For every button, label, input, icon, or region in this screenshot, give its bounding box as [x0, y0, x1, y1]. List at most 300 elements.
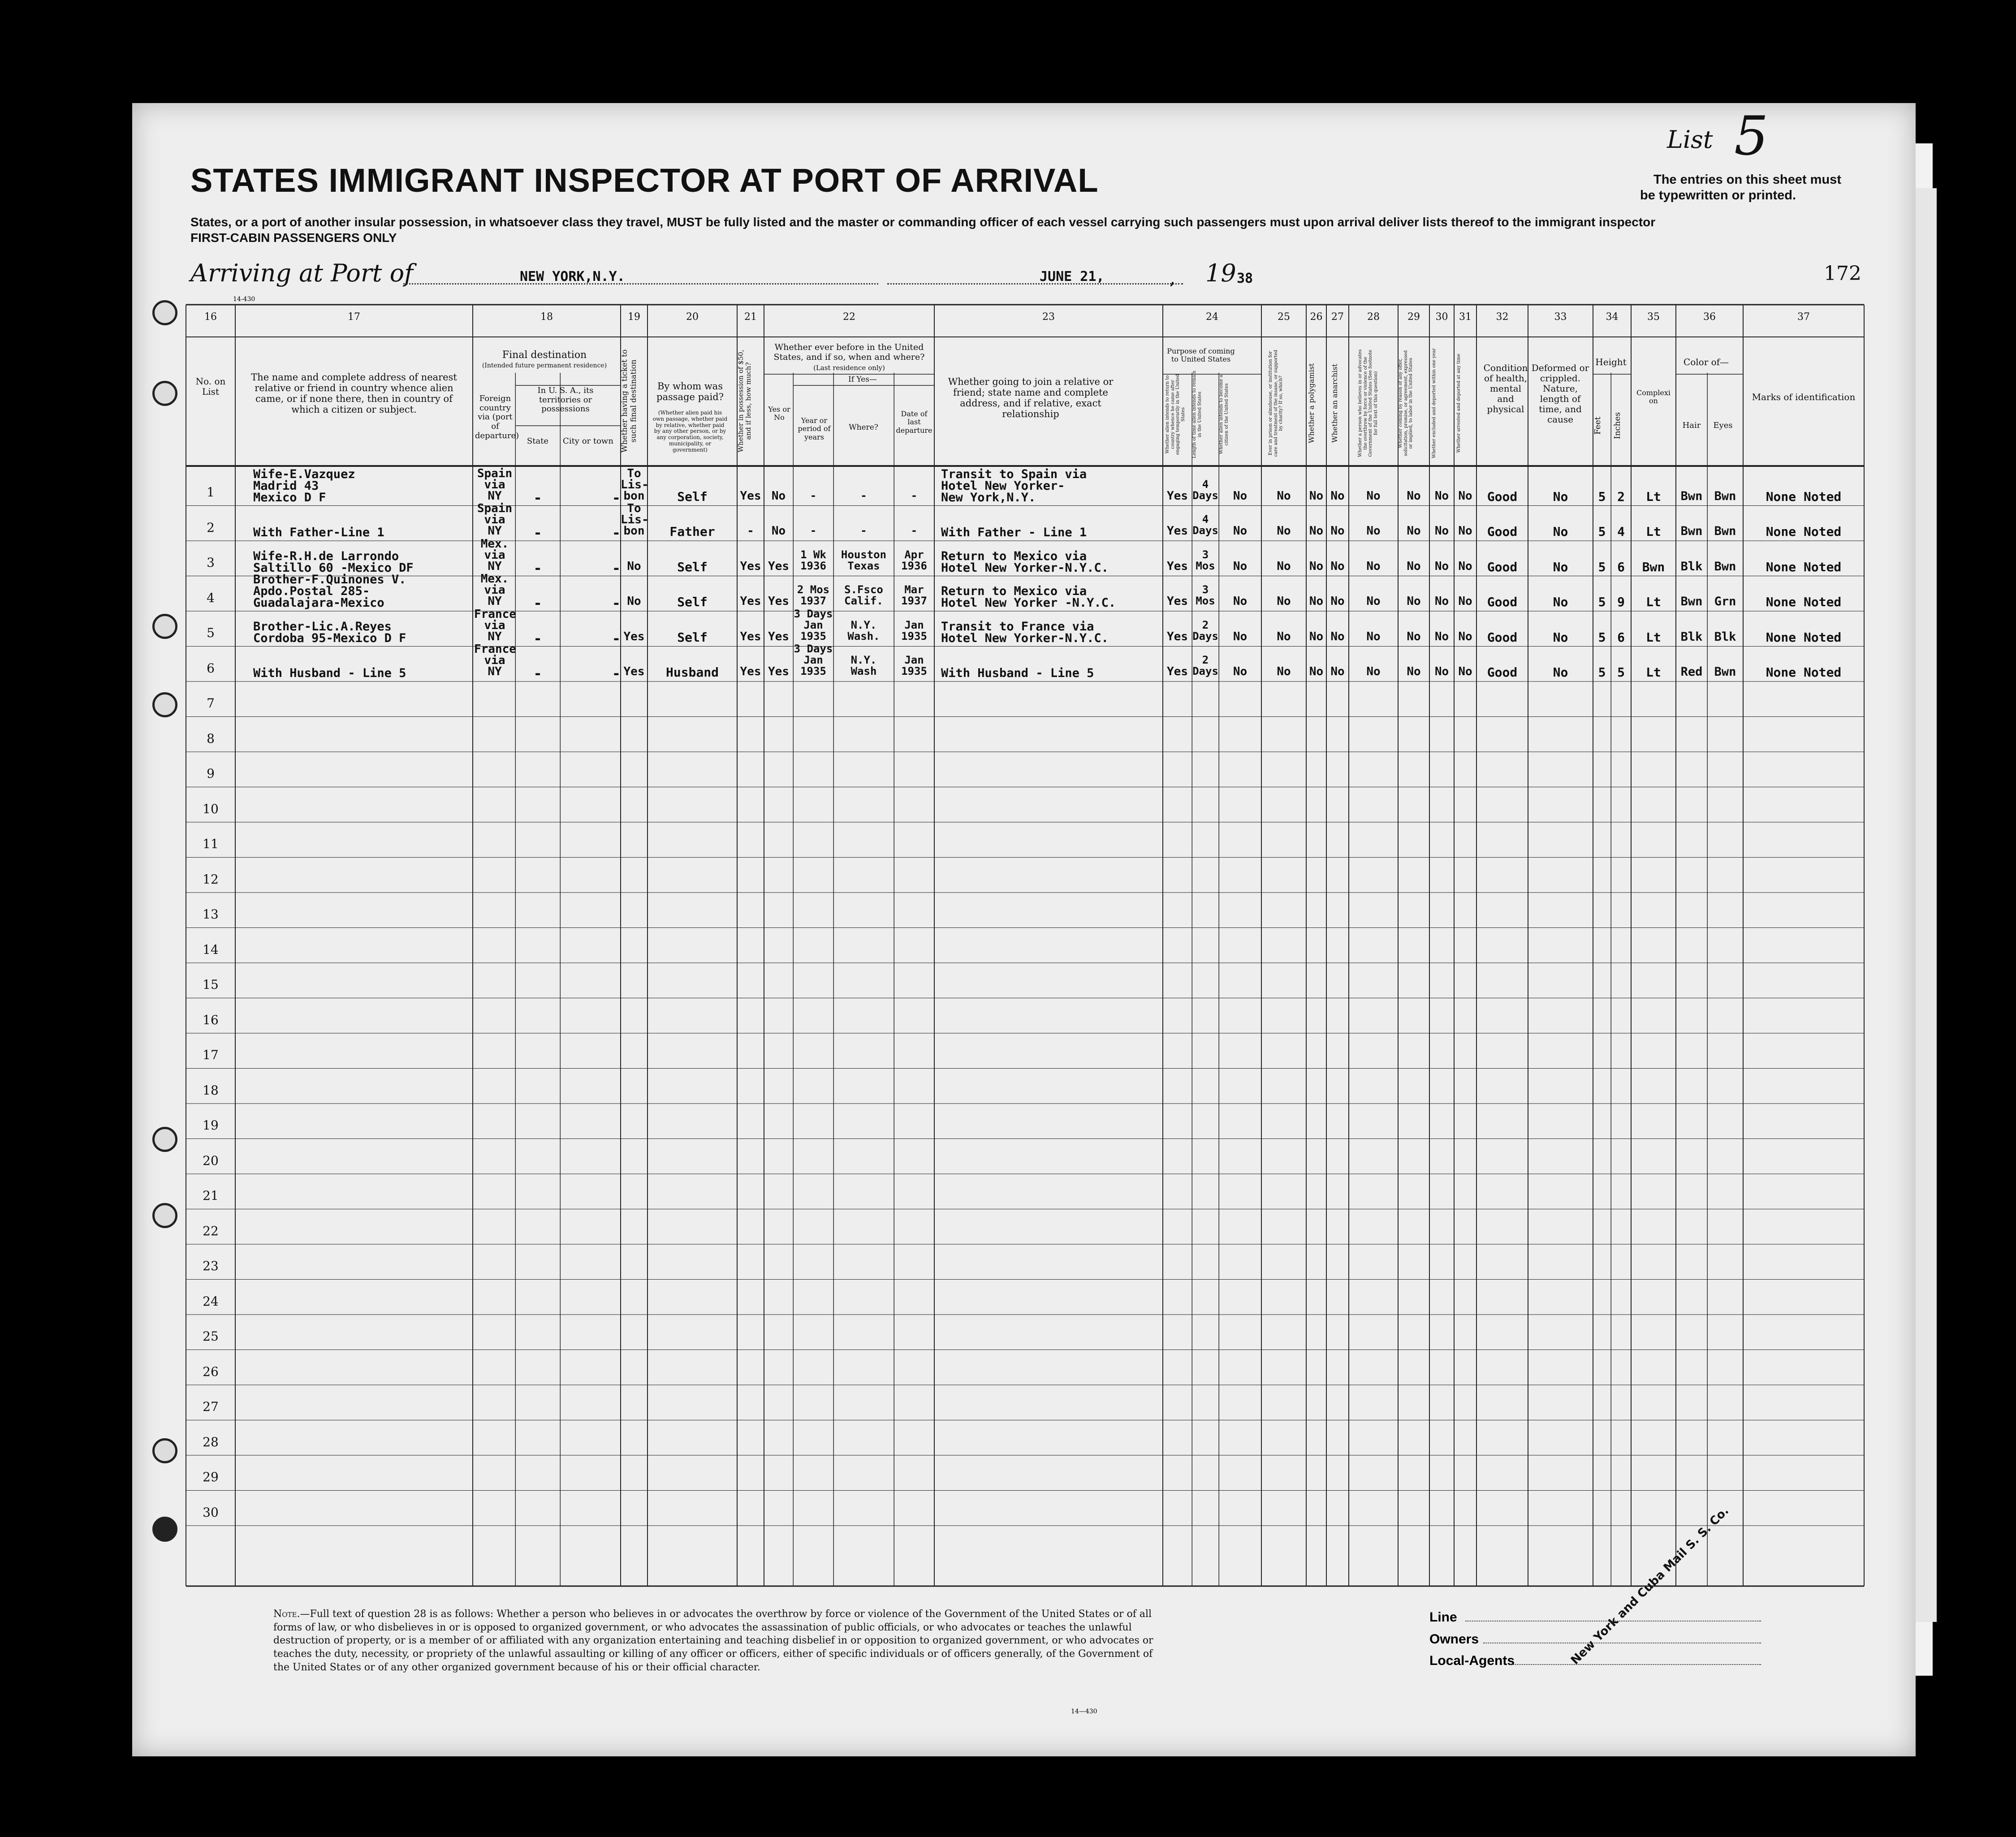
row-number: 8	[207, 731, 215, 746]
row-number: 21	[203, 1188, 219, 1203]
footnote-label: Note.	[273, 1608, 300, 1620]
header-health: Condition of health, mental and physical	[1483, 362, 1528, 414]
foreign-country: via	[484, 618, 505, 632]
destination-city: -	[612, 524, 621, 541]
join-relative: Hotel New Yorker -N.Y.C.	[941, 596, 1116, 610]
header-ever-before-sub: (Last residence only)	[813, 364, 885, 372]
deformed: No	[1553, 630, 1568, 645]
polygamist: No	[1309, 595, 1324, 608]
question-29: No	[1407, 595, 1421, 608]
hair-color: Red	[1680, 665, 1703, 679]
prison-almshouse: No	[1277, 559, 1291, 573]
ever-before: No	[771, 524, 786, 538]
deformed: No	[1553, 595, 1568, 609]
header-state: State	[527, 436, 549, 446]
nearest-relative: Wife-R.H.de Larrondo	[253, 549, 399, 563]
question-29: No	[1407, 665, 1421, 678]
line-label: Line	[1429, 1610, 1457, 1625]
foreign-country: Mex.	[480, 537, 509, 551]
polygamist: No	[1309, 559, 1324, 573]
question-29: No	[1407, 489, 1421, 503]
join-relative: Hotel New Yorker-N.Y.C.	[941, 561, 1109, 575]
row-number: 10	[203, 801, 219, 816]
prison-almshouse: No	[1277, 524, 1291, 538]
before-year: 2 Mos	[797, 583, 830, 596]
row-number: 28	[203, 1434, 219, 1449]
passage-paid-by: Husband	[665, 665, 719, 680]
column-number: 30	[1435, 311, 1448, 323]
column-number: 23	[1042, 311, 1055, 323]
company-stamp: New York and Cuba Mail S. S. Co.	[1568, 1504, 1732, 1668]
purpose-citizen: No	[1233, 489, 1248, 503]
year-suffix: 38	[1237, 271, 1253, 286]
ticket: No	[627, 595, 641, 608]
health-condition: Good	[1487, 524, 1518, 539]
nearest-relative: Madrid 43	[253, 479, 319, 493]
nearest-relative: Brother-F.Quinones V.	[253, 573, 406, 586]
hair-color: Bwn	[1680, 595, 1703, 608]
header-polygamist: Whether a polygamist	[1307, 363, 1316, 444]
arrested-deported: No	[1458, 489, 1472, 503]
row-number: 18	[203, 1082, 219, 1098]
passage-paid-by: Self	[677, 489, 708, 504]
before-year: Jan	[803, 654, 823, 666]
possession-50: Yes	[740, 595, 761, 608]
eye-color: Bwn	[1714, 665, 1736, 679]
row-number: 24	[203, 1294, 219, 1309]
passage-paid-by: Self	[677, 630, 708, 645]
height-feet: 5	[1598, 524, 1606, 539]
before-year: -	[810, 489, 817, 502]
destination-city: -	[612, 630, 621, 647]
polygamist: No	[1309, 630, 1324, 643]
excluded-deported: No	[1434, 524, 1449, 538]
row-number: 16	[203, 1012, 219, 1027]
before-year: 1936	[800, 559, 826, 572]
foreign-country: via	[484, 548, 505, 562]
before-where: Texas	[847, 559, 880, 572]
foreign-country: NY	[488, 559, 502, 573]
question-29: No	[1407, 559, 1421, 573]
purpose-return: Yes	[1167, 524, 1188, 538]
last-departure: 1935	[901, 630, 927, 643]
purpose-length: 2	[1202, 654, 1209, 666]
purpose-return: Yes	[1167, 595, 1188, 608]
last-departure: 1935	[901, 665, 927, 677]
before-year: 1935	[800, 630, 826, 643]
anarchist: No	[1330, 630, 1345, 643]
row-number: 20	[203, 1153, 219, 1168]
header-date-departure: Date of last departure	[896, 410, 932, 435]
eye-color: Bwn	[1714, 524, 1736, 538]
foreign-country: Spain	[477, 466, 513, 480]
header-year-period: Year or period of years	[798, 416, 831, 441]
row-number: 11	[203, 837, 219, 851]
header-hair: Hair	[1682, 421, 1701, 430]
deformed: No	[1553, 559, 1568, 574]
join-relative: Return to Mexico via	[941, 584, 1087, 598]
column-number: 27	[1331, 311, 1344, 323]
ever-before: No	[771, 489, 786, 503]
header-eyes: Eyes	[1713, 421, 1733, 430]
before-where: Wash	[850, 665, 877, 677]
purpose-length: 2	[1202, 618, 1209, 631]
complexion: Lt	[1646, 665, 1661, 680]
foreign-country: via	[484, 513, 505, 526]
row-number: 5	[207, 625, 215, 640]
row-number: 17	[203, 1048, 219, 1062]
excluded-deported: No	[1434, 595, 1449, 608]
intro-text: States, or a port of another insular possession, in whatsoever class they travel, MUST be fully listed and the master or commanding officer of each vessel carrying such passengers must upon arrival deliver lists thereof to the immigrant inspector	[190, 215, 1656, 229]
row-number: 9	[207, 766, 215, 781]
possession-50: Yes	[740, 489, 761, 503]
column-number: 16	[204, 311, 217, 323]
last-departure: Jan	[904, 618, 924, 631]
anarchist: No	[1330, 665, 1345, 678]
before-year: 1935	[800, 665, 826, 677]
foreign-country: via	[484, 478, 505, 492]
anarchist: No	[1330, 595, 1345, 608]
header-24c: Whether alien intends to become a citizen of the United States	[1219, 375, 1229, 454]
ever-before: Yes	[768, 559, 789, 573]
purpose-return: Yes	[1167, 559, 1188, 573]
health-condition: Good	[1487, 595, 1518, 609]
list-label: List	[1667, 125, 1713, 154]
height-feet: 5	[1598, 595, 1606, 609]
purpose-length: 4	[1202, 478, 1209, 491]
join-relative: New York,N.Y.	[941, 490, 1036, 505]
height-inches: 6	[1617, 630, 1625, 645]
nearest-relative: With Father-Line 1	[253, 526, 384, 539]
header-q29: Whether coming by reason of any offer, solicitation, promise, or agreement, expressed or implied, to labor in the United States	[1398, 350, 1413, 457]
eye-color: Grn	[1714, 595, 1736, 608]
row-number: 12	[203, 871, 219, 887]
header-prison: Ever in prison or almshouse, or institution for care and treatment of the insane, or supported by charity? If so, which?	[1268, 349, 1283, 457]
destination-city: -	[612, 595, 621, 612]
join-relative: With Father - Line 1	[941, 526, 1087, 539]
row-number: 13	[203, 907, 219, 922]
nearest-relative: Wife-E.Vazquez	[253, 467, 355, 481]
prison-almshouse: No	[1277, 595, 1291, 608]
last-departure: 1937	[901, 595, 927, 607]
excluded-deported: No	[1434, 559, 1449, 573]
row-number: 23	[203, 1259, 219, 1273]
nearest-relative: Saltillo 60 -Mexico DF	[253, 561, 414, 575]
before-where: Calif.	[844, 595, 883, 607]
header-24a: Whether alien intends to return to country whence he came after engaging temporarily in the United States	[1165, 374, 1186, 455]
anarchist: No	[1330, 559, 1345, 573]
row-number: 22	[203, 1223, 219, 1238]
form-title: STATES IMMIGRANT INSPECTOR AT PORT OF ARRIVAL	[190, 162, 1099, 199]
destination-city: -	[612, 559, 621, 577]
row-number: 3	[207, 555, 215, 570]
row-number: 26	[203, 1364, 219, 1379]
header-q28: Whether a person who believes in or advocates the overthrow by force or violence of the Government of the United States (See footnote for full text of this question)	[1358, 349, 1378, 457]
header-nearest-relative: The name and complete address of nearest relative or friend in country whence alien came, or if none there, then in country of which a citizen or subject.	[251, 372, 457, 415]
before-where: -	[860, 489, 867, 502]
header-height: Height	[1595, 357, 1627, 367]
purpose-citizen: No	[1233, 630, 1248, 643]
nearest-relative: Guadalajara-Mexico	[253, 596, 384, 610]
destination-state: -	[533, 489, 542, 506]
before-where: N.Y.	[850, 654, 877, 666]
destination-state: -	[533, 559, 542, 577]
destination-state: -	[533, 630, 542, 647]
year-prefix: 19	[1205, 259, 1236, 287]
join-relative: Transit to France via	[941, 619, 1094, 634]
column-number: 18	[540, 311, 553, 323]
hair-color: Blk	[1680, 630, 1703, 644]
header-purpose: Purpose of coming to United States	[1167, 347, 1235, 364]
column-number: 36	[1703, 311, 1716, 323]
before-year: 3 Days	[794, 643, 833, 655]
join-relative: Return to Mexico via	[941, 549, 1087, 563]
identification-marks: None Noted	[1766, 559, 1842, 574]
arrested-deported: No	[1458, 524, 1472, 538]
column-number: 22	[843, 311, 855, 323]
height-feet: 5	[1598, 489, 1606, 504]
ticket: Yes	[623, 665, 645, 678]
purpose-length: Mos	[1196, 595, 1215, 607]
before-where: Wash.	[847, 630, 880, 643]
ticket: Lis-	[621, 478, 649, 492]
column-number: 19	[628, 311, 640, 323]
column-number: 29	[1407, 311, 1420, 323]
row-number: 7	[207, 696, 215, 711]
first-cabin-label: FIRST-CABIN PASSENGERS ONLY	[190, 231, 397, 245]
purpose-citizen: No	[1233, 665, 1248, 678]
deformed: No	[1553, 489, 1568, 504]
arrested-deported: No	[1458, 595, 1472, 608]
purpose-return: Yes	[1167, 630, 1188, 643]
date-value: JUNE 21,	[1040, 269, 1105, 285]
foreign-country: via	[484, 583, 505, 597]
column-number: 32	[1496, 311, 1509, 323]
question-29: No	[1407, 524, 1421, 538]
nearest-relative: Apdo.Postal 285-	[253, 584, 370, 598]
ticket: bon	[623, 489, 645, 503]
foreign-country: NY	[488, 595, 502, 608]
foreign-country: NY	[488, 489, 502, 503]
last-departure: 1936	[901, 559, 927, 572]
sheet-number: 172	[1824, 262, 1861, 285]
possession-50: -	[747, 524, 754, 538]
anarchist: No	[1330, 489, 1345, 503]
header-possession-50: Whether in possession of $50, and if less, how much?	[737, 349, 753, 453]
identification-marks: None Noted	[1766, 489, 1842, 504]
purpose-length: Days	[1192, 489, 1218, 502]
footnote-text: —Full text of question 28 is as follows: Whether a person who believes in or advocates the overthrow by force or violence of the Government of the United States or of all forms of law, or who disbelieves in or is opposed to organized government, or who advocates the assassination of public officials, or who advocates or teaches the unlawful destruction of property, or is a member of or affiliated with any organization entertaining and teaching disbelief in or opposition to organized government, or who advocates or teaches the duty, necessity, or propriety of the unlawful assaulting or killing of any officer or officers, either of specific individuals or of officers generally, of the Government of the United States or of any other organized government because of his or their official character.	[273, 1608, 1153, 1673]
foreign-country: Mex.	[480, 572, 509, 586]
column-number: 28	[1367, 311, 1380, 323]
before-where: S.Fsco	[844, 583, 883, 596]
eye-color: Bwn	[1714, 559, 1736, 574]
polygamist: No	[1309, 524, 1324, 538]
purpose-return: Yes	[1167, 665, 1188, 678]
header-color-of: Color of—	[1683, 357, 1729, 367]
purpose-length: Mos	[1196, 559, 1215, 572]
passage-paid-by: Father	[669, 524, 715, 539]
header-deformed: Deformed or crippled. Nature, length of time, and cause	[1531, 362, 1589, 425]
header-ticket: Whether having a ticket to such final destination	[620, 349, 638, 453]
header-anarchist: Whether an anarchist	[1330, 363, 1339, 443]
arriving-label: Arriving at Port of	[190, 259, 414, 287]
nearest-relative: Cordoba 95-Mexico D F	[253, 631, 406, 645]
polygamist: No	[1309, 665, 1324, 678]
column-number: 37	[1797, 311, 1810, 323]
header-foreign-country: Foreign country via (port of departure)	[475, 394, 519, 440]
health-condition: Good	[1487, 489, 1518, 504]
question-28: No	[1366, 665, 1381, 678]
last-departure: Apr	[904, 548, 924, 561]
header-yes-or-no: Yes or No	[768, 405, 790, 422]
hair-color: Bwn	[1680, 524, 1703, 538]
column-number: 33	[1554, 311, 1567, 323]
row-number: 29	[203, 1470, 219, 1484]
nearest-relative: Mexico D F	[253, 490, 326, 505]
complexion: Lt	[1646, 595, 1661, 609]
header-if-yes: If Yes—	[848, 375, 877, 384]
complexion: Lt	[1646, 524, 1661, 539]
column-number: 25	[1278, 311, 1290, 323]
row-number: 30	[203, 1505, 219, 1520]
header-feet: Feet	[1593, 416, 1602, 435]
purpose-length: Days	[1192, 524, 1218, 537]
prison-almshouse: No	[1277, 665, 1291, 678]
before-year: 3 Days	[794, 607, 833, 620]
header-final-destination: Final destination	[502, 349, 587, 361]
foreign-country: Spain	[477, 502, 513, 515]
purpose-return: Yes	[1167, 489, 1188, 503]
destination-state: -	[533, 524, 542, 541]
destination-state: -	[533, 595, 542, 612]
header-ever-before: Whether ever before in the United States, and if so, when and where?	[773, 342, 925, 362]
column-number: 24	[1206, 311, 1218, 323]
ticket: To	[627, 502, 641, 515]
possession-50: Yes	[740, 559, 761, 573]
possession-50: Yes	[740, 665, 761, 678]
complexion: Lt	[1646, 489, 1661, 504]
arrested-deported: No	[1458, 630, 1472, 643]
row-number: 4	[207, 590, 215, 605]
owners-label: Owners	[1429, 1632, 1479, 1647]
header-where: Where?	[849, 423, 878, 432]
header-city: City or town	[563, 436, 613, 446]
health-condition: Good	[1487, 630, 1518, 645]
row-number: 19	[203, 1118, 219, 1133]
column-number: 26	[1310, 311, 1323, 323]
foreign-country: via	[484, 654, 505, 667]
before-where: Houston	[841, 548, 887, 561]
excluded-deported: No	[1434, 630, 1449, 643]
height-inches: 5	[1617, 665, 1625, 680]
header-24b: Length of time alien intends to remain in the United States	[1192, 371, 1202, 458]
row-number: 25	[203, 1329, 219, 1344]
destination-state: -	[533, 665, 542, 682]
column-number: 34	[1606, 311, 1619, 323]
purpose-citizen: No	[1233, 559, 1248, 573]
purpose-length: Days	[1192, 665, 1218, 677]
deformed: No	[1553, 524, 1568, 539]
foreign-country: NY	[488, 630, 502, 643]
deformed: No	[1553, 665, 1568, 680]
join-relative: Hotel New Yorker-	[941, 479, 1065, 493]
ever-before: Yes	[768, 665, 789, 678]
prison-almshouse: No	[1277, 489, 1291, 503]
port-value: NEW YORK,N.Y.	[520, 269, 625, 285]
before-year: 1937	[800, 595, 826, 607]
arrested-deported: No	[1458, 559, 1472, 573]
question-28: No	[1366, 559, 1381, 573]
form-code-bottom: 14—430	[1071, 1708, 1097, 1715]
column-number: 35	[1647, 311, 1660, 323]
health-condition: Good	[1487, 559, 1518, 574]
height-inches: 2	[1617, 489, 1625, 504]
identification-marks: None Noted	[1766, 630, 1842, 645]
question-29: No	[1407, 630, 1421, 643]
prison-almshouse: No	[1277, 630, 1291, 643]
before-year: -	[810, 524, 817, 537]
passage-paid-by: Self	[677, 559, 708, 574]
eye-color: Blk	[1714, 630, 1736, 644]
nearest-relative: With Husband - Line 5	[253, 666, 406, 680]
header-q31: Whether arrested and deported at any time	[1456, 354, 1461, 453]
join-relative: Hotel New Yorker-N.Y.C.	[941, 631, 1109, 645]
polygamist: No	[1309, 489, 1324, 503]
before-year: 1 Wk	[800, 548, 826, 561]
list-number: 5	[1734, 105, 1769, 168]
header-marks: Marks of identification	[1752, 392, 1856, 402]
foreign-country: France	[474, 607, 516, 621]
hair-color: Bwn	[1680, 489, 1703, 503]
question-28: No	[1366, 489, 1381, 503]
before-where: -	[860, 524, 867, 537]
column-number: 21	[744, 311, 757, 323]
hair-color: Blk	[1680, 559, 1703, 574]
complexion: Bwn	[1642, 559, 1665, 574]
ever-before: Yes	[768, 630, 789, 643]
row-number: 14	[203, 942, 219, 957]
column-number: 31	[1459, 311, 1472, 323]
purpose-citizen: No	[1233, 524, 1248, 538]
row-number: 27	[203, 1399, 219, 1414]
ticket: To	[627, 466, 641, 480]
last-departure: -	[911, 524, 918, 537]
passage-paid-by: Self	[677, 595, 708, 609]
identification-marks: None Noted	[1766, 524, 1842, 539]
last-departure: Mar	[904, 583, 924, 596]
height-feet: 5	[1598, 665, 1606, 680]
header-in-usa: In U. S. A., its territories or possessions	[537, 386, 594, 414]
foreign-country: NY	[488, 524, 502, 538]
row-number: 6	[207, 660, 215, 676]
last-departure: -	[911, 489, 918, 502]
last-departure: Jan	[904, 654, 924, 666]
join-relative: With Husband - Line 5	[941, 666, 1094, 680]
ever-before: Yes	[768, 595, 789, 608]
destination-city: -	[612, 665, 621, 682]
instruction-line-2: be typewritten or printed.	[1640, 188, 1796, 203]
eye-color: Bwn	[1714, 489, 1736, 503]
complexion: Lt	[1646, 630, 1661, 645]
identification-marks: None Noted	[1766, 595, 1842, 609]
header-passage-paid-sub: (Whether alien paid his own passage, whether paid by relative, whether paid by any other person, or by any corporation, society, municipality, or government)	[652, 410, 728, 453]
height-inches: 6	[1617, 559, 1625, 574]
ticket: bon	[623, 524, 645, 538]
anarchist: No	[1330, 524, 1345, 538]
ticket: No	[627, 559, 641, 573]
header-complexion: Complexion	[1636, 388, 1671, 405]
